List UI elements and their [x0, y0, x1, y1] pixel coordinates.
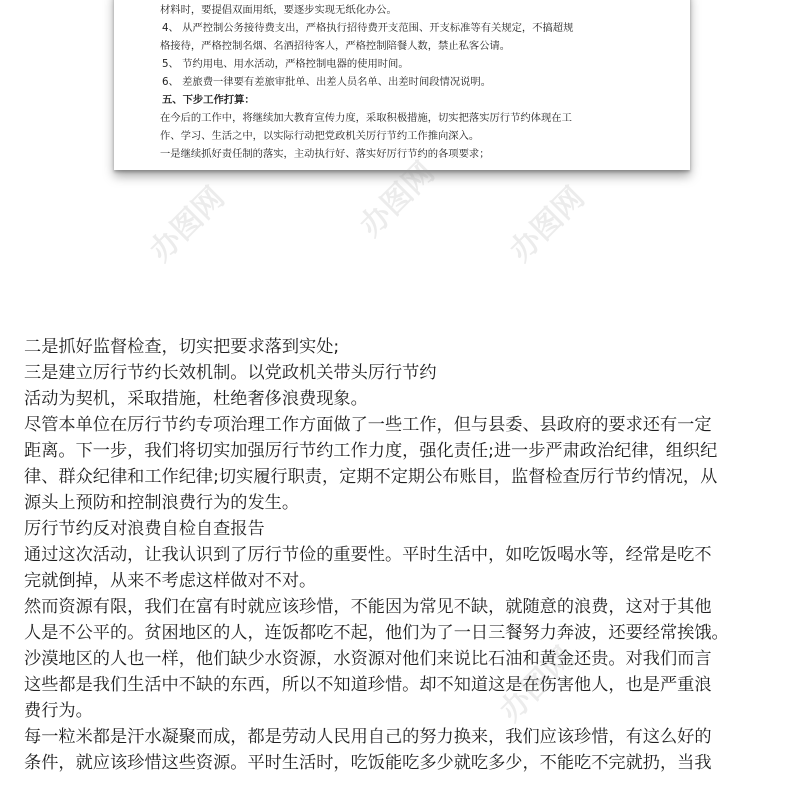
report-title: 厉行节约反对浪费自检自查报告	[24, 519, 265, 539]
body-line: 律、群众纪律和工作纪律;切实履行职责，定期不定期公布账目，监督检查厉行节约情况，从	[24, 467, 718, 487]
watermark: 办图网	[143, 180, 232, 269]
body-line: 费行为。	[24, 701, 93, 721]
body-line: 然而资源有限，我们在富有时就应该珍惜，不能因为常见不缺，就随意的浪费，这对于其他	[24, 597, 712, 617]
document-body	[24, 334, 780, 776]
watermark: 办图网	[493, 640, 582, 729]
card-line: 格接待，严格控制名烟、名酒招待客人，严格控制陪餐人数，禁止私客公请。	[160, 40, 511, 52]
body-line: 通过这次活动，让我认识到了厉行节俭的重要性。平时生活中，如吃饭喝水等，经常是吃不	[24, 545, 712, 565]
watermark: 办图网	[353, 155, 442, 244]
body-line: 三是建立厉行节约长效机制。以党政机关带头厉行节约	[24, 363, 437, 383]
body-line: 人是不公平的。贫困地区的人，连饭都吃不起，他们为了一日三餐努力奔波，还要经常挨饿。	[24, 623, 729, 643]
document-preview-card	[114, 0, 690, 170]
body-line: 每一粒米都是汗水凝聚而成，都是劳动人民用自己的努力换来，我们应该珍惜，有这么好的	[24, 727, 712, 747]
card-line: 5、 节约用电、用水活动，严格控制电器的使用时间。	[162, 58, 409, 70]
body-line: 沙漠地区的人也一样，他们缺少水资源，水资源对他们来说比石油和黄金还贵。对我们而言	[24, 649, 712, 669]
card-line: 4、 从严控制公务接待费支出，严格执行招待费开支范围、开支标准等有关规定，不搞超规	[162, 22, 574, 34]
body-line: 尽管本单位在厉行节约专项治理工作方面做了一些工作，但与县委、县政府的要求还有一定	[24, 415, 712, 435]
card-line: 材料时，要提倡双面用纸，要逐步实现无纸化办公。	[160, 4, 397, 16]
card-line: 在今后的工作中，将继续加大教育宣传力度，采取积极措施，切实把落实厉行节约体现在工	[160, 112, 572, 124]
section-heading: 五、下步工作打算：	[162, 94, 255, 106]
card-line: 6、 差旅费一律要有差旅审批单、出差人员名单、出差时间段情况说明。	[162, 76, 492, 88]
body-line: 这些都是我们生活中不缺的东西，所以不知道珍惜。却不知道这是在伤害他人，也是严重浪	[24, 675, 712, 695]
body-line: 活动为契机，采取措施，杜绝奢侈浪费现象。	[24, 389, 368, 409]
body-line: 二是抓好监督检查，切实把要求落到实处;	[24, 337, 340, 357]
body-line: 距离。下一步，我们将切实加强厉行节约工作力度，强化责任;进一步严肃政治纪律，组织纪	[24, 441, 718, 461]
body-line: 完就倒掉，从来不考虑这样做对不对。	[24, 571, 317, 591]
watermark: 办图网	[503, 180, 592, 269]
body-line: 条件，就应该珍惜这些资源。平时生活时，吃饭能吃多少就吃多少，不能吃不完就扔，当我	[24, 753, 712, 773]
body-line: 源头上预防和控制浪费行为的发生。	[24, 493, 300, 513]
card-line: 作、学习、生活之中，以实际行动把党政机关厉行节约工作推向深入。	[160, 130, 480, 142]
card-line: 一是继续抓好责任制的落实，主动执行好、落实好厉行节约的各项要求；	[160, 148, 490, 160]
